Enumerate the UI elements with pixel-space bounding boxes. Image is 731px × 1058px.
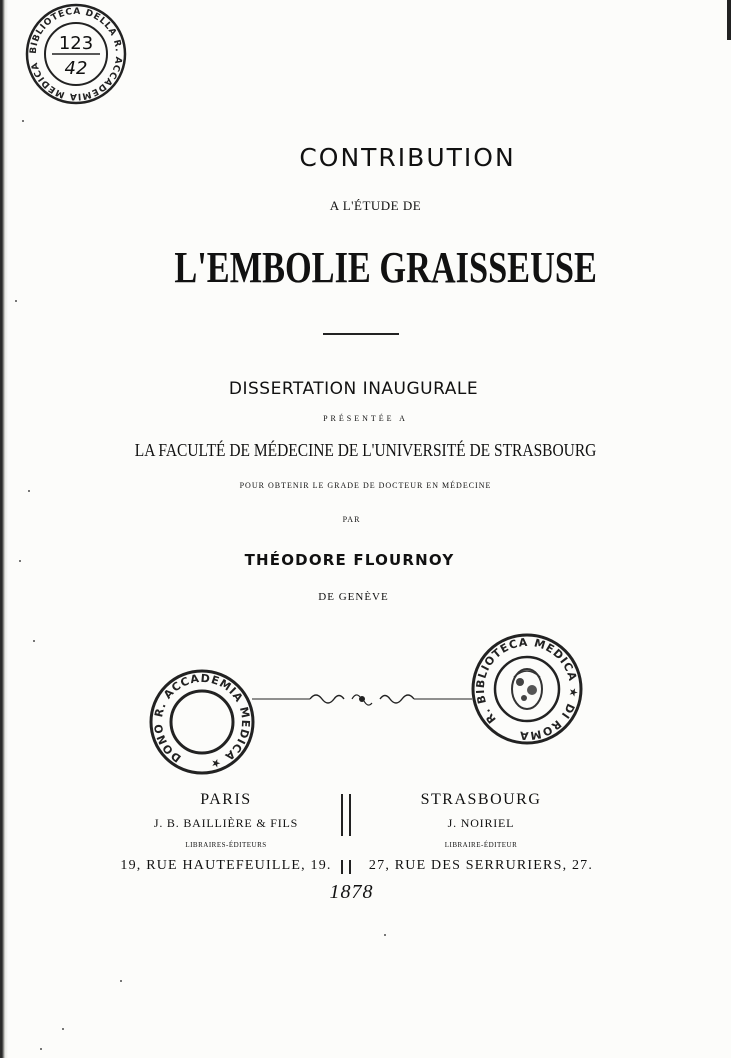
contribution-heading: CONTRIBUTION <box>299 143 516 172</box>
dissertation-heading: DISSERTATION INAUGURALE <box>228 379 479 399</box>
scan-speck <box>15 300 17 302</box>
imprint-city-paris: PARIS <box>200 791 252 808</box>
library-stamp-top-icon <box>24 2 128 106</box>
author-origin: DE GENÈVE <box>318 591 389 603</box>
imprint-address-paris: 19, RUE HAUTEFEUILLE, 19. <box>120 858 332 873</box>
faculty-line: LA FACULTÉ DE MÉDECINE DE L'UNIVERSITÉ DE STRASBOURG <box>134 440 597 460</box>
imprint-role-strasbourg: LIBRAIRE-ÉDITEUR <box>444 841 518 849</box>
donation-stamp-icon <box>148 668 256 776</box>
purpose-line: POUR OBTENIR LE GRADE DE DOCTEUR EN MÉDECINE <box>239 481 492 490</box>
subtitle-line: A L'ÉTUDE DE <box>329 198 422 213</box>
scan-speck <box>62 1028 64 1030</box>
title-rule <box>323 333 399 335</box>
top-stamp-ring-text: BIBLIOTECA DELLA R. ACCADEMIA MEDICA <box>28 6 124 102</box>
imprint-divider-upper <box>341 794 351 836</box>
imprint-role-paris: LIBRAIRES-ÉDITEURS <box>185 841 267 849</box>
rome-library-stamp-icon <box>470 632 584 746</box>
imprint-publisher-paris: J. B. BAILLIÈRE & FILS <box>153 816 299 830</box>
imprint-address-strasbourg: 27, RUE DES SERRURIERS, 27. <box>368 858 594 873</box>
svg-text:DONO R. ACCADEMIA MEDICA ★ <box>152 672 252 771</box>
scan-speck <box>384 934 386 936</box>
publication-year: 1878 <box>329 881 374 903</box>
scan-edge-right <box>727 0 731 40</box>
main-title: L'EMBOLIE GRAISSEUSE <box>174 243 597 292</box>
scan-speck <box>120 980 122 982</box>
author-name: THÉODORE FLOURNOY <box>244 551 455 569</box>
top-stamp-number-lower: 42 <box>64 58 88 79</box>
ornament-flourish-icon <box>252 686 472 712</box>
imprint-divider-lower <box>341 860 351 874</box>
rome-stamp-emblem <box>512 669 542 709</box>
scan-speck <box>40 1048 42 1050</box>
scan-speck <box>28 490 30 492</box>
imprint-city-strasbourg: STRASBOURG <box>420 791 542 808</box>
scan-speck <box>22 120 24 122</box>
rome-stamp-ring-text: R. BIBLIOTECA MEDICA ★ DI ROMA <box>473 635 581 743</box>
presented-line: PRÉSENTÉE A <box>323 414 408 423</box>
scan-speck <box>19 560 21 562</box>
scan-speck <box>33 640 35 642</box>
top-stamp-number-upper: 123 <box>58 33 94 54</box>
imprint-publisher-strasbourg: J. NOIRIEL <box>447 816 515 830</box>
donation-stamp-ring-text: DONO R. ACCADEMIA MEDICA ★ <box>151 671 253 772</box>
by-line: PAR <box>342 515 361 524</box>
